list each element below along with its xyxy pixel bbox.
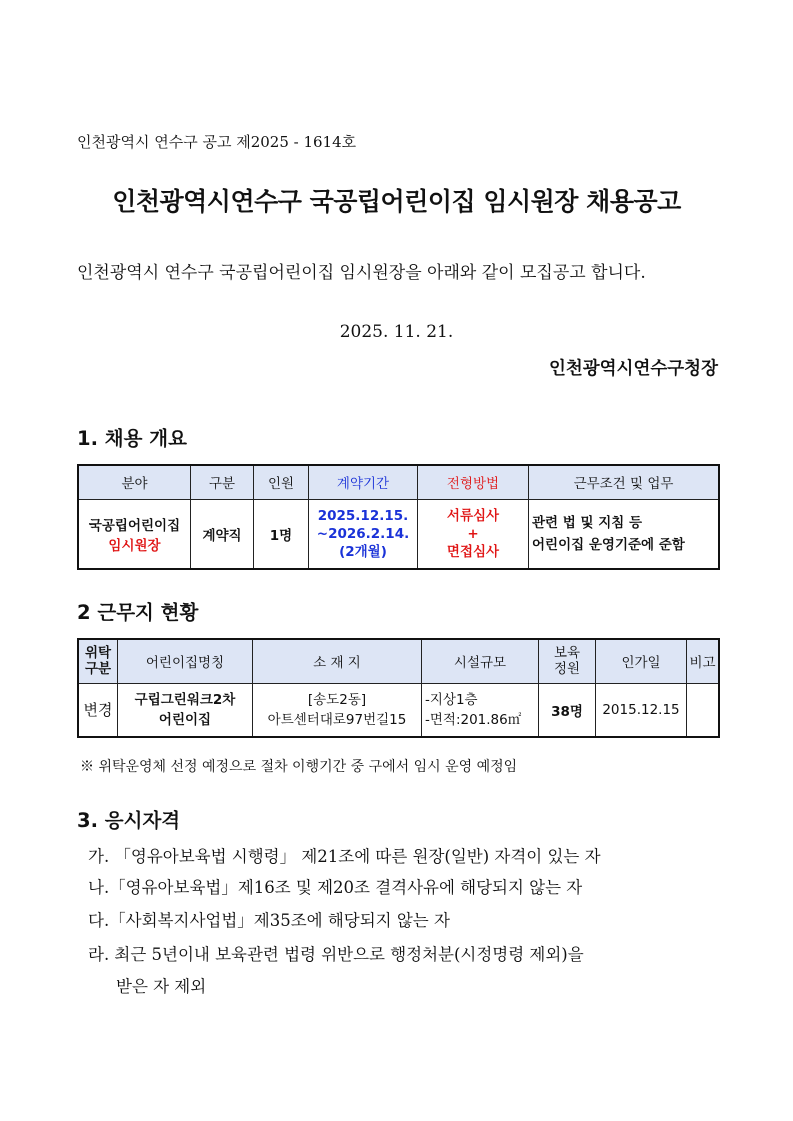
header-capacity bbox=[539, 639, 596, 683]
header-type: 구분 bbox=[191, 465, 254, 499]
capacity-line1: 보육 bbox=[553, 645, 581, 662]
conditions-line1: 관련 법 및 지침 등 bbox=[532, 514, 643, 531]
table-row bbox=[78, 499, 719, 569]
address-line2: 아트센터대로97번길15 bbox=[267, 711, 407, 728]
header-period: 계약기간 bbox=[309, 465, 418, 499]
qualification-item: 다.「사회복지사업법」제35조에 해당되지 않는 자 bbox=[88, 911, 450, 930]
capacity-line2: 정원 bbox=[553, 661, 581, 678]
header-facility: 시설규모 bbox=[422, 639, 539, 683]
header-method: 전형방법 bbox=[418, 465, 529, 499]
table-header-row bbox=[78, 639, 719, 683]
workplace-note: ※ 위탁운영체 선정 예정으로 절차 이행기간 중 구에서 임시 운영 예정임 bbox=[80, 759, 518, 775]
issuer: 인천광역시연수구청장 bbox=[548, 359, 718, 379]
header-address: 소 재 지 bbox=[253, 639, 422, 683]
header-consign-type bbox=[78, 639, 118, 683]
section-2-heading: 2 근무지 현황 bbox=[77, 601, 199, 624]
period-line1: 2025.12.15. bbox=[317, 507, 409, 524]
cell-conditions bbox=[529, 499, 720, 569]
header-conditions: 근무조건 및 업무 bbox=[529, 465, 720, 499]
header-name: 어린이집명칭 bbox=[118, 639, 253, 683]
consign-type-line2: 구분 bbox=[84, 661, 112, 678]
qualification-item: 라. 최근 5년이내 보육관련 법령 위반으로 행정처분(시정명령 제외)을 bbox=[88, 945, 584, 964]
cell-field bbox=[78, 499, 191, 569]
header-remarks: 비고 bbox=[687, 639, 720, 683]
field-line1: 국공립어린이집 bbox=[88, 517, 181, 534]
table-header-row bbox=[78, 465, 719, 499]
period-line2: ~2026.2.14. bbox=[316, 525, 410, 542]
period-line3: (2개월) bbox=[339, 543, 387, 560]
recruitment-overview-table bbox=[77, 464, 720, 570]
notice-number: 인천광역시 연수구 공고 제2025 - 1614호 bbox=[77, 133, 357, 151]
cell-method bbox=[418, 499, 529, 569]
cell-consign-type: 변경 bbox=[78, 683, 118, 737]
cell-facility bbox=[422, 683, 539, 737]
header-count: 인원 bbox=[254, 465, 309, 499]
facility-line1: -지상1층 bbox=[425, 691, 478, 708]
table-row bbox=[78, 683, 719, 737]
notice-date: 2025. 11. 21. bbox=[339, 322, 454, 342]
cell-capacity: 38명 bbox=[539, 683, 596, 737]
header-approval: 인가일 bbox=[596, 639, 687, 683]
cell-count: 1명 bbox=[254, 499, 309, 569]
section-3-heading: 3. 응시자격 bbox=[77, 809, 181, 832]
field-line2: 임시원장 bbox=[108, 537, 161, 554]
cell-period bbox=[309, 499, 418, 569]
header-field: 분야 bbox=[78, 465, 191, 499]
qualification-item: 가. 「영유아보육법 시행령」 제21조에 따른 원장(일반) 자격이 있는 자 bbox=[88, 847, 601, 866]
qualification-item: 나.「영유아보육법」제16조 및 제20조 결격사유에 해당되지 않는 자 bbox=[88, 878, 583, 897]
method-line2: + bbox=[467, 525, 479, 542]
cell-type: 계약직 bbox=[191, 499, 254, 569]
workplace-status-table bbox=[77, 638, 720, 738]
method-line1: 서류심사 bbox=[446, 507, 500, 524]
name-line1: 구립그린워크2차 bbox=[134, 691, 236, 708]
page-title: 인천광역시연수구 국공립어린이집 임시원장 채용공고 bbox=[112, 187, 681, 216]
cell-name bbox=[118, 683, 253, 737]
cell-remarks bbox=[687, 683, 720, 737]
cell-address bbox=[253, 683, 422, 737]
name-line2: 어린이집 bbox=[158, 711, 212, 728]
cell-approval-date: 2015.12.15 bbox=[596, 683, 687, 737]
facility-line2: -면적:201.86㎡ bbox=[425, 711, 522, 728]
method-line3: 면접심사 bbox=[446, 543, 500, 560]
address-line1: [송도2동] bbox=[307, 691, 367, 708]
section-1-heading: 1. 채용 개요 bbox=[77, 427, 187, 450]
qualification-item-continued: 받은 자 제외 bbox=[116, 977, 207, 996]
consign-type-line1: 위탁 bbox=[84, 645, 112, 662]
conditions-line2: 어린이집 운영기준에 준함 bbox=[532, 536, 685, 553]
intro-paragraph: 인천광역시 연수구 국공립어린이집 임시원장을 아래와 같이 모집공고 합니다. bbox=[77, 263, 646, 283]
